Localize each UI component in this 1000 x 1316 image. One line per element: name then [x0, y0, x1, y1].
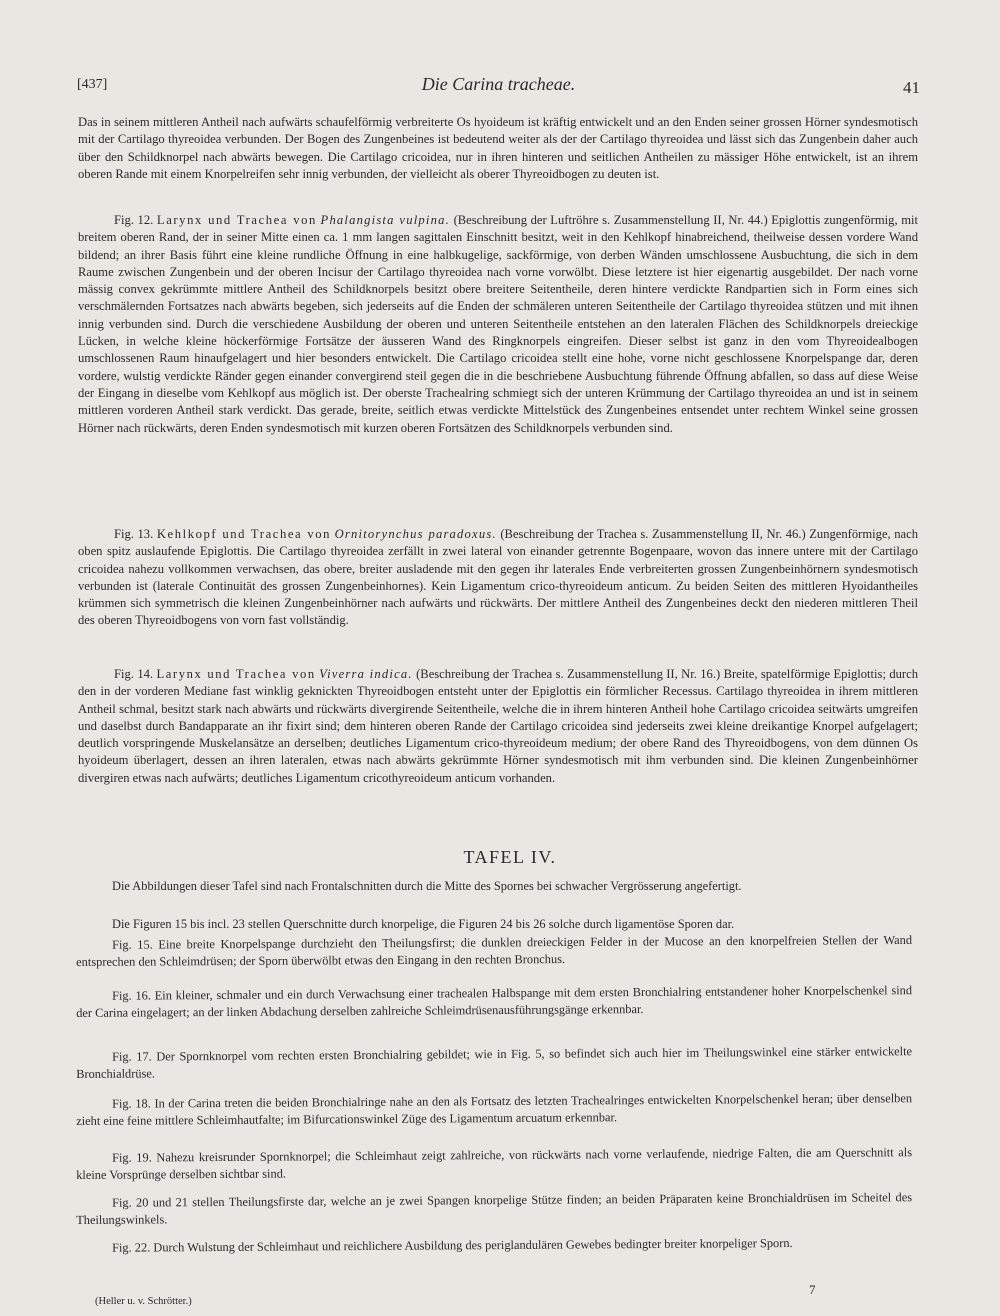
figure-12-lead: Fig. 12. [114, 213, 154, 227]
page-number: 41 [903, 78, 920, 97]
intro-paragraph-text: Das in seinem mittleren Antheil nach aufwärts schaufelförmig verbreiterte Os hyoideum ist kräftig entwickelt und an den Enden seiner grossen Hörner syndesmotisch mit der Cartilago thyreoidea verbunden. Der Bogen des Zungenbeines ist bedeutend weiter als der der Cartilago thyreoidea und lässt sich das Zungenbein daher auch über den Schildknorpel nach abwärts bewegen. Die Cartilago cricoidea, nur in ihren hinteren und seitlichen Antheilen zu mässiger Höhe entwickelt, ist an ihrem oberen Rande mit einem Knorpelreifen sehr innig verbunden, der vielleicht als oberer Thyreoidbogen zu deuten ist. [78, 115, 918, 181]
tafel-paragraph-text: Die Abbildungen dieser Tafel sind nach Frontalschnitten durch die Mitte des Spornes bei schwacher Vergrösserung angefertigt. [112, 879, 742, 893]
tafel-paragraph [76, 1144, 912, 1184]
footer-authors: (Heller u. v. Schrötter.) [95, 1296, 192, 1307]
tafel-paragraph [76, 932, 912, 971]
figure-13-body: (Beschreibung der Trachea s. Zusammenstellung II, Nr. 46.) Zungenförmige, nach oben spitz auslaufende Epiglottis. Die Cartilago thyreoidea zerfällt in zwei lateral von einander getrennte Bogenpaare, wovon das innere untere mit der Cartilago cricoidea nahezu vollkommen verwachsen, das obere, breiter ausladende mit den gegen ihr laterales Ende verbreiterten grossen Zungenbeinhörnern syndesmotisch verbunden ist (laterale Continuität des grossen Zungenbeinhornes). Kein Ligamentum crico-thyreoideum anticum. Zu beiden Seiten des mittleren Hyoidantheiles krümmen sich symmetrisch die kleinen Zungenbeinhörner nach aufwärts und rückwärts. Der mittlere Antheil des Zungenbeines deckt den niederen mittleren Theil des oberen Thyreoidbogens von vorn fast vollständig. [78, 527, 919, 628]
running-header [77, 74, 920, 100]
figure-14-paragraph [78, 666, 918, 787]
tafel-paragraph-text: Fig. 17. Der Spornknorpel vom rechten ersten Bronchialring gebildet; wie in Fig. 5, so befindet sich auch hier im Theilungswinkel eine stärker entwickelte Bronchialdrüse. [76, 1044, 913, 1081]
tafel-paragraph [76, 916, 912, 933]
figure-14-heading: Larynx und Trachea von [156, 667, 316, 681]
figure-13-species: Ornitorynchus paradoxus. [334, 527, 497, 541]
tafel-paragraph-text: Fig. 15. Eine breite Knorpelspange durchzieht den Theilungsfirst; die dunklen dreieckigen Felder in der Mucose an den knorpelfreien Stellen der Wand entsprechen den Schleimdrüsen; der Sporn überwölbt etwas den Eingang in den rechten Bronchus. [76, 932, 913, 969]
tafel-paragraph [76, 1189, 912, 1229]
figure-12-paragraph [78, 212, 918, 437]
figure-13-paragraph [78, 526, 918, 630]
tafel-paragraph [76, 1234, 912, 1257]
section-heading-tafel: TAFEL IV. [463, 847, 557, 867]
tafel-paragraph [76, 878, 912, 895]
tafel-paragraph-text: Fig. 20 und 21 stellen Theilungsfirste dar, welche an je zwei Spangen knorpelige Stütze finden; an beiden Präparaten keine Bronchialdrüsen im Scheitel des Theilungswinkels. [76, 1190, 913, 1227]
tafel-paragraph-text: Fig. 19. Nahezu kreisrunder Spornknorpel; die Schleimhaut zeigt zahlreiche, von rückwärts nach vorne verlaufende, niedrige Falten, die am Querschnitt als kleine Vorsprünge derselben sichtbar sind. [76, 1145, 913, 1182]
intro-paragraph [78, 114, 918, 183]
figure-14-body: (Beschreibung der Trachea s. Zusammenstellung II, Nr. 16.) Breite, spatelförmige Epiglottis; durch den in der vorderen Mediane fast winklig geknickten Thyreoidbogen entsteht unter der Epiglottis ein förmlicher Recessus. Cartilago thyreoidea in ihrem mittleren Antheil schmal, besitzt stark nach abwärts und rückwärts divergirende Seitentheile, welche die in ihrem hinteren Antheil hohe Cartilago cricoidea seitwärts umgreifen und daselbst durch Bandapparate an ihr fixirt sind; dem hinteren oberen Rande der Cartilago cricoidea sind jederseits zwei kleine dreikantige Knorpel aufgelagert; deutlich vorspringende Muskelansätze an derselben; deutliches Ligamentum crico-thyreoideum medium; der obere Rand des Thyreoidbogens, von dem dünnen Os hyoideum überlagert, dessen an ihren lateralen, etwas nach abwärts gekrümmte Hörner syndesmotisch mit ihm verbunden sind. Die kleinen Zungenbeinhörner divergiren etwas nach aufwärts; deutliches Ligamentum cricothyreoideum anticum vorhanden. [78, 667, 918, 785]
header-page-ref: [437] [77, 77, 108, 92]
tafel-paragraph-text: Die Figuren 15 bis incl. 23 stellen Querschnitte durch knorpelige, die Figuren 24 bis 26 solche durch ligamentöse Sporen dar. [112, 917, 735, 931]
figure-14-species: Viverra indica. [319, 667, 413, 681]
tafel-paragraph-text: Fig. 22. Durch Wulstung der Schleimhaut und reichlichere Ausbildung des periglandulären Gewebes bedingter breiter knorpeliger Sporn. [112, 1235, 793, 1255]
tafel-paragraph-text: Fig. 16. Ein kleiner, schmaler und ein durch Verwachsung einer trachealen Halbspange mit dem ersten Bronchialring entstandener hoher Knorpelschenkel sind der Carina eingelagert; an der linken Abdachung derselben zahlreiche Schleimdrüsenausführungsgänge erkennbar. [76, 983, 913, 1020]
figure-12-heading: Larynx und Trachea von [156, 213, 317, 227]
tafel-paragraph [76, 1090, 912, 1130]
figure-13-heading: Kehlkopf und Trachea von [156, 527, 332, 541]
figure-12-body: (Beschreibung der Luftröhre s. Zusammenstellung II, Nr. 44.) Epiglottis zungenförmig, mit breitem oberen Rand, der in seiner Mitte einen ca. 1 mm langen sagittalen Einschnitt besitzt, weit in den Kehlkopf hinabreichend, theilweise dessen vordere Wand bildend; an ihrer Basis führt eine kleine rundliche Öffnung in eine halbkugelige, sackförmige, von derben Wänden umschlossene Ausbuchtung, die sich in dem Raume zwischen Zungenbein und der oberen Incisur der Cartilago thyreoidea nach vorne vorwölbt. Diese letztere ist hier eigenartig ausgebildet. Der nach vorne mässig convex gekrümmte mittlere Antheil des Schildknorpels besitzt obere breitere Seitentheile, deren hintere verdickte Randpartien sich in Form eines sich verschmälernden Fortsatzes nach abwärts begeben, sich jederseits auf die Enden der schmäleren unteren Seitentheile der Cartilago thyreoidea stützen und mit ihnen innig verbunden sind. Durch die verschiedene Ausbildung der oberen und unteren Seitentheile entstehen an den lateralen Flächen des Schildknorpels dreieckige Lücken, in welche kleine höckerförmige Fortsätze der äusseren Wand des Ringknorpels eingreifen. Dieser selbst ist ganz in den vom Thyreoidealbogen umschlossenen Raum hinaufgelagert und hier besonders entwickelt. Die Cartilago cricoidea stellt eine hohe, vorne nicht geschlossene Knorpelspange dar, deren vordere, wulstig verdickte Ränder gegen einander convergirend steil gegen die in die beschriebene Ausbuchtung führende Öffnung abfallen, so dass auf diese Weise der Eingang in dieselbe vom Kehlkopf aus möglich ist. Der oberste Trachealring schmiegt sich der unteren Krümmung der Cartilago thyreoidea an und ist in seinem mittleren vorderen Antheil stark verdickt. Das gerade, breite, seitlich etwas verdickte Mittelstück des Zungenbeines entsendet unter rechtem Winkel seine grossen Hörner nach rückwärts, deren Enden syndesmotisch mit kurzen oberen Fortsätzen des Schildknorpels verbunden sind. [78, 213, 919, 435]
tafel-paragraph [76, 1043, 912, 1083]
tafel-paragraph-text: Fig. 18. In der Carina treten die beiden Bronchialringe nahe an den als Fortsatz des letzten Trachealringes entwickelten Knorpelschenkel heran; über denselben zieht eine feine mittlere Schleimhautfalte; im Bifurcationswinkel Züge des Ligamentum arcuatum erkennbar. [76, 1091, 913, 1128]
tafel-paragraph [76, 982, 912, 1022]
running-title: Die Carina tracheae. [421, 74, 576, 94]
figure-13-lead: Fig. 13. [114, 527, 154, 541]
figure-14-lead: Fig. 14. [114, 667, 154, 681]
signature-mark: 7 [809, 1282, 816, 1297]
figure-12-species: Phalangista vulpina. [320, 213, 450, 227]
